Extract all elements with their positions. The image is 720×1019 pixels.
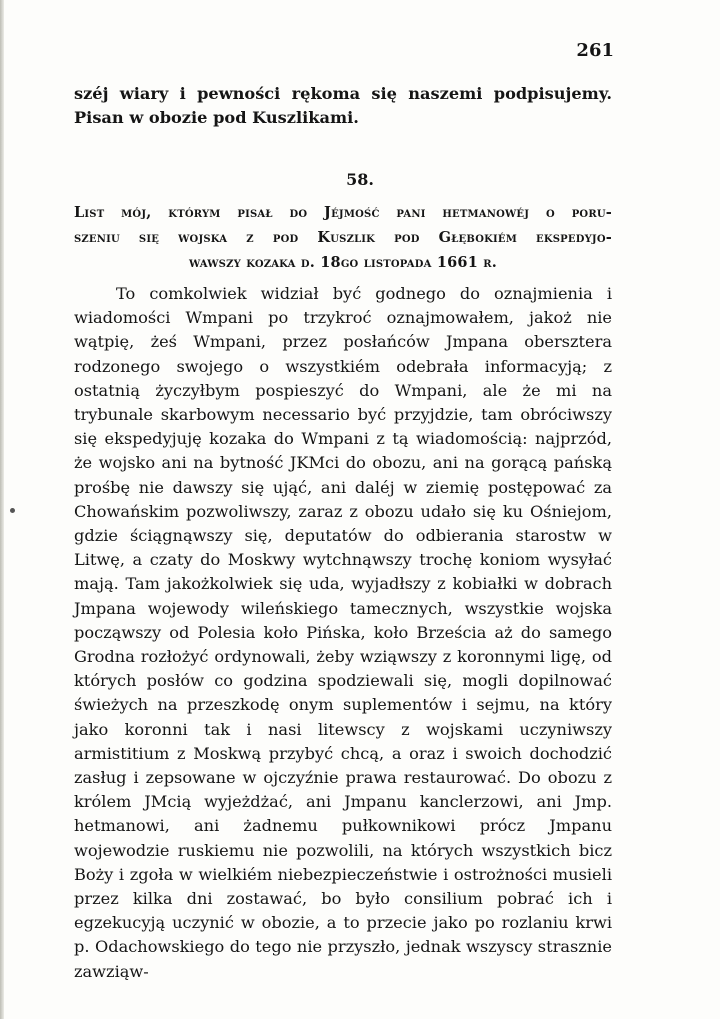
heading-line: wawszy kozaka d. 18go listopada 1661 r. <box>189 254 497 271</box>
document-heading <box>74 200 612 275</box>
letter-body: To comkolwiek widział być godnego do oznajmienia i wiadomości Wmpani po trzykroć oznajmowałem, jakoż nie wątpię, żeś Wmpani, przez posłańców Jmpana obersztera rodzonego swojego o wszystkiém odebrała informacyją; z ostatnią życzyłbym pospieszyć do Wmpani, ale że mi na trybunale skarbowym necessario być przyjdzie, tam obróciwszy się ekspedyjuję kozaka do Wmpani z tą wiadomością: najprzód, że wojsko ani na bytność JKMci do obozu, ani na gorącą pańską prośbę nie dawszy się ująć, ani daléj w ziemię postępować za Chowańskim pozwoliwszy, zaraz z obozu udało się ku Ośniejom, gdzie ściągnąwszy się, deputatów do odbierania starostw w Litwę, a czaty do Moskwy wytchnąwszy trochę koniom wysyłać mają. Tam jakożkolwiek się uda, wyjadłszy z kobiałki w dobrach Jmpana wojewody wileńskiego tamecznych, wszystkie wojska począwszy od Polesia koło Pińska, koło Brześcia aż do samego Grodna rozłożyć ordynowali, żeby wziąwszy z koronnymi ligę, od których posłów co godzina spodziewali się, mogli dopilnować świeżych na przeszkodę onym suplementów i sejmu, na który jako koronni tak i nasi litewscy z wojskami uczyniwszy armistitium z Moskwą przybyć chcą, a oraz i swoich dochodzić zasług i zepsowane w ojczyźnie prawa restaurować. Do obozu z królem JMcią wyjeżdżać, ani Jmpanu kanclerzowi, ani Jmp. hetmanowi, ani żadnemu pułkownikowi prócz Jmpanu wojewodzie ruskiemu nie pozwolili, na których wszystkich bicz Boży i zgoła w wielkiém niebezpieczeństwie i ostrożności musieli przez kilka dni zostawać, bo było consilium pobrać ich i egzekucyją uczynić w obozie, a to przecie jako po rozlaniu krwi p. Odachowskiego do tego nie przyszło, jednak wszyscy strasznie zawziąw- <box>74 284 612 981</box>
document-number: 58. <box>346 170 374 189</box>
continuation-paragraph: széj wiary i pewności rękoma się naszemi podpisujemy. Pisan w obozie pod Kuszlikami. <box>74 84 612 128</box>
heading-line: szeniu się wojska z pod Kuszlik pod Głębokiém ekspedyjo- <box>74 229 612 246</box>
page-number: 261 <box>576 40 614 61</box>
heading-line: List mój, którym pisał do Jéjmość pani hetmanowéj o poru- <box>74 204 612 221</box>
page-edge <box>0 0 4 1019</box>
ink-spot <box>10 508 15 513</box>
